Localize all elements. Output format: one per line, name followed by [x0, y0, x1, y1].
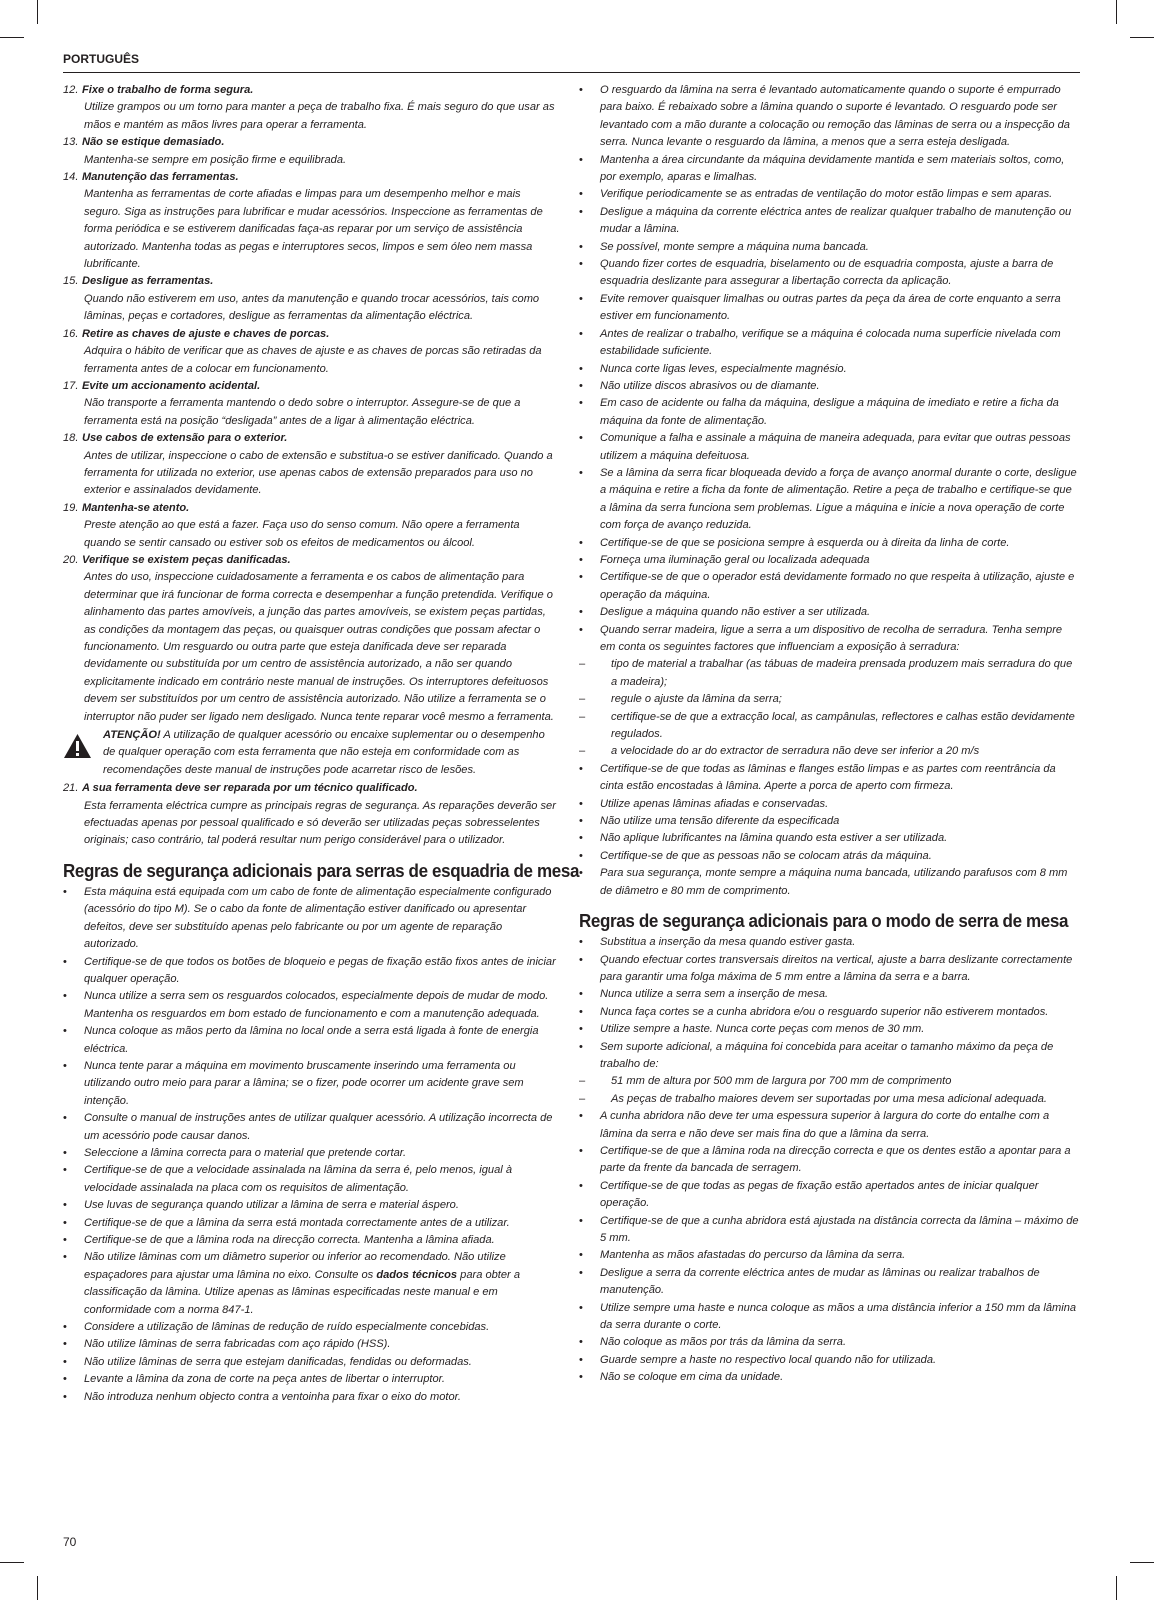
warning-block	[63, 727, 559, 779]
list-item: • Certifique-se de que as pessoas não se colocam atrás da máquina.	[579, 848, 1080, 865]
item-title: A sua ferramenta deve ser reparada por um técnico qualificado.	[82, 782, 418, 795]
list-item: • Não coloque as mãos por trás da lâmina da serra.	[579, 1334, 1080, 1351]
list-item: • Levante a lâmina da zona de corte na peça antes de libertar o interruptor.	[63, 1371, 559, 1388]
list-item: – 51 mm de altura por 500 mm de largura por 700 mm de comprimento	[579, 1073, 1080, 1090]
tech-data-ref: dados técnicos	[376, 1268, 458, 1281]
crop-mark	[37, 0, 38, 24]
list-item: • Certifique-se de que a lâmina roda na direcção correcta. Mantenha a lâmina afiada.	[63, 1232, 559, 1249]
mitre-bullet-list	[63, 884, 559, 1250]
crop-mark	[37, 1576, 38, 1600]
page-header-language: PORTUGUÊS	[63, 52, 140, 66]
list-item: • Desligue a máquina da corrente eléctrica antes de realizar qualquer trabalho de manutenção ou mudar a lâmina.	[579, 204, 1080, 239]
list-item: • Desligue a máquina quando não estiver a ser utilizada.	[579, 604, 1080, 621]
list-item: • Quando serrar madeira, ligue a serra a um dispositivo de recolha de serradura. Tenha sempre em conta os seguintes factores que influenciam a exposição à serradura:	[579, 622, 1080, 657]
item-title: Retire as chaves de ajuste e chaves de porcas.	[82, 327, 330, 340]
list-item: • Mantenha a área circundante da máquina devidamente mantida e sem materiais soltos, como, por exemplo, aparas e limalhas.	[579, 152, 1080, 187]
item-title: Desligue as ferramentas.	[82, 275, 214, 288]
list-item: • Use luvas de segurança quando utilizar a lâmina de serra e material áspero.	[63, 1197, 559, 1214]
list-item: • Seleccione a lâmina correcta para o material que pretende cortar.	[63, 1145, 559, 1162]
list-item: • Certifique-se de que todas as lâminas e flanges estão limpas e as partes com reentrância da cinta estão encostadas à lâmina. Aperte a porca de aperto com firmeza.	[579, 761, 1080, 796]
list-item: • Nunca utilize a serra sem a inserção de mesa.	[579, 986, 1080, 1003]
item-title: Fixe o trabalho de forma segura.	[82, 84, 254, 96]
list-item: • Utilize sempre uma haste e nunca coloque as mãos a uma distância inferior a 150 mm da lâmina da serra durante o corte.	[579, 1300, 1080, 1335]
item-body: Antes do uso, inspeccione cuidadosamente a ferramenta e os cabos de alimentação para determinar que irá funcionar de forma correcta e desempenhar a função pretendida. Verifique o alinhamento das partes amovíveis, a junção das partes amovíveis, se existem peças partidas, as condições da montagem das peças, ou quaisquer outras condições que possam afectar o funcionamento. Um resguardo ou outra parte que esteja danificada deve ser reparada devidamente ou substituída por um centro de assistência autorizado, a não ser quando explicitamente indicado em contrário neste manual de instruções. Os interruptores defeituosos devem ser substituídos por um centro de assistência autorizado. Não utilize a ferramenta se o interruptor não puder ser ligado nem desligado. Nunca tente reparar você mesmo a ferramenta.	[84, 571, 554, 723]
list-item: • Certifique-se de que se posiciona sempre à esquerda ou à direita da linha de corte.	[579, 535, 1080, 552]
numbered-item	[63, 500, 559, 552]
list-item: • Em caso de acidente ou falha da máquina, desligue a máquina de imediato e retire a ficha da máquina da fonte de alimentação.	[579, 395, 1080, 430]
list-item: • Se a lâmina da serra ficar bloqueada devido a força de avanço anormal durante o corte, desligue a máquina e retire a ficha da fonte de alimentação. Retire a peça de trabalho e certifique-se que a lâmina da serra funciona sem problemas. Ligue a máquina e inicie a nova operação de corte com força de avanço reduzida.	[579, 465, 1080, 535]
list-item: • Esta máquina está equipada com um cabo de fonte de alimentação especialmente configurado (acessório do tipo M). Se o cabo da fonte de alimentação estiver danificado ou apresentar defeitos, deve ser substituído apenas pelo fabricante ou por um agente de reparação autorizado.	[63, 884, 559, 954]
mitre-bullet-list-after	[63, 1319, 559, 1406]
list-item: • Quando efectuar cortes transversais direitos na vertical, ajuste a barra deslizante correctamente para garantir uma folga máxima de 5 mm entre a lâmina da serra e a barra.	[579, 952, 1080, 987]
list-item: • Certifique-se de que todas as pegas de fixação estão apertados antes de iniciar qualquer operação.	[579, 1178, 1080, 1213]
item-body: Não transporte a ferramenta mantendo o dedo sobre o interruptor. Assegure-se de que a ferramenta está na posição “desligada” antes de a ligar à alimentação eléctrica.	[84, 397, 521, 427]
item-title: Não se estique demasiado.	[82, 136, 225, 149]
right-bullet-list-b	[579, 761, 1080, 900]
list-item: • Guarde sempre a haste no respectivo local quando não for utilizada.	[579, 1352, 1080, 1369]
item-number: 20.	[63, 553, 79, 566]
crop-mark	[1116, 1576, 1117, 1600]
list-item: • Não utilize lâminas com um diâmetro superior ou inferior ao recomendado. Não utilize espaçadores para ajustar uma lâmina no eixo. Consulte os dados técnicos para obter a classificação da lâmina. Utilize apenas as lâminas especificadas neste manual e em conformidade com a norma 847-1.	[63, 1249, 559, 1319]
item-number: 19.	[63, 501, 79, 514]
item-number: 15.	[63, 275, 79, 288]
list-item: • A cunha abridora não deve ter uma espessura superior à largura do corte do entalhe com a lâmina da serra e não deve ser mais fina do que a lâmina da serra.	[579, 1108, 1080, 1143]
item-body: Quando não estiverem em uso, antes da manutenção e quando trocar acessórios, tais como lâminas, peças e cortadores, desligue as ferramentas da alimentação eléctrica.	[84, 292, 540, 323]
numbered-item	[63, 273, 559, 325]
item-title: Mantenha-se atento.	[82, 501, 190, 514]
item-body: Adquira o hábito de verificar que as chaves de ajuste e as chaves de porcas são retiradas da ferramenta antes de a colocar em funcionamento.	[84, 345, 542, 375]
list-item: • Forneça uma iluminação geral ou localizada adequada	[579, 552, 1080, 569]
numbered-item	[63, 552, 559, 726]
warning-label: ATENÇÃO!	[103, 729, 161, 742]
dust-dash-list	[579, 656, 1080, 760]
warning-triangle-icon	[63, 727, 103, 779]
list-item: • Antes de realizar o trabalho, verifique se a máquina é colocada numa superfície nivelada com estabilidade suficiente.	[579, 326, 1080, 361]
numbered-item	[63, 430, 559, 500]
list-item: – certifique-se de que a extracção local, as campânulas, reflectores e calhas estão devidamente regulados.	[579, 709, 1080, 744]
list-item: • Nunca coloque as mãos perto da lâmina no local onde a serra está ligada à fonte de energia eléctrica.	[63, 1023, 559, 1058]
list-item: • Nunca faça cortes se a cunha abridora e/ou o resguardo superior não estiverem montados.	[579, 1004, 1080, 1021]
list-item: – a velocidade do ar do extractor de serradura não deve ser inferior a 20 m/s	[579, 743, 1080, 760]
item-body: Preste atenção ao que está a fazer. Faça uso do senso comum. Não opere a ferramenta quando se sentir cansado ou estiver sob os efeitos de medicamentos ou álcool.	[84, 519, 520, 549]
list-item: • Não utilize lâminas de serra fabricadas com aço rápido (HSS).	[63, 1336, 559, 1353]
item-number: 13.	[63, 136, 79, 149]
item-body: Mantenha-se sempre em posição firme e equilibrada.	[84, 153, 347, 166]
item-number: 16.	[63, 327, 79, 340]
crop-mark	[0, 37, 24, 38]
list-item: • Não introduza nenhum objecto contra a ventoinha para fixar o eixo do motor.	[63, 1389, 559, 1406]
header-rule	[63, 72, 1080, 73]
list-item: – regule o ajuste da lâmina da serra;	[579, 691, 1080, 708]
crop-mark	[1130, 37, 1154, 38]
numbered-items	[63, 82, 559, 726]
numbered-item	[63, 134, 559, 169]
list-item: • Não utilize uma tensão diferente da especificada	[579, 813, 1080, 830]
list-item: • Nunca corte ligas leves, especialmente magnésio.	[579, 361, 1080, 378]
list-item: • Considere a utilização de lâminas de redução de ruído especialmente concebidas.	[63, 1319, 559, 1336]
list-item: • Certifique-se de que a velocidade assinalada na lâmina da serra é, pelo menos, igual à velocidade assinalada na placa com os requisitos de alimentação.	[63, 1162, 559, 1197]
list-item: • Sem suporte adicional, a máquina foi concebida para aceitar o tamanho máximo da peça de trabalho de:	[579, 1039, 1080, 1074]
item-title: Evite um accionamento acidental.	[82, 379, 261, 392]
list-item: • Certifique-se de que todos os botões de bloqueio e pegas de fixação estão fixos antes de iniciar qualquer operação.	[63, 954, 559, 989]
item-number: 17.	[63, 379, 79, 392]
list-item: • Certifique-se de que a lâmina roda na direcção correcta e que os dentes estão a apontar para a parte da frente da bancada de serragem.	[579, 1143, 1080, 1178]
list-item: • O resguardo da lâmina na serra é levantado automaticamente quando o suporte é empurrado para baixo. É rebaixado sobre a lâmina quando o suporte é levantado. O resguardo pode ser levantado com a mão durante a colocação ou remoção das lâminas de serra ou a inspecção da serra. Nunca levante o resguardo da lâmina, a menos que a serra esteja desligada.	[579, 82, 1080, 152]
item-number: 21.	[63, 782, 79, 795]
list-item: • Substitua a inserção da mesa quando estiver gasta.	[579, 934, 1080, 951]
list-item: • Certifique-se de que o operador está devidamente formado no que respeita à utilização, ajuste e operação da máquina.	[579, 569, 1080, 604]
section-heading-table: Regras de segurança adicionais para o modo de serra de mesa	[579, 910, 1069, 932]
left-column	[63, 82, 580, 1406]
list-item: • Se possível, monte sempre a máquina numa bancada.	[579, 239, 1080, 256]
warning-text: A utilização de qualquer acessório ou encaixe suplementar ou o desempenho de qualquer operação com esta ferramenta que não esteja em conformidade com as recomendações deste manual de instruções pode acarretar risco de lesões.	[103, 729, 545, 776]
list-item: • Para sua segurança, monte sempre a máquina numa bancada, utilizando parafusos com 8 mm de diâmetro e 80 mm de comprimento.	[579, 865, 1080, 900]
list-item: • Consulte o manual de instruções antes de utilizar qualquer acessório. A utilização incorrecta de um acessório pode causar danos.	[63, 1110, 559, 1145]
list-item: • Não utilize discos abrasivos ou de diamante.	[579, 378, 1080, 395]
right-column	[579, 82, 1080, 1387]
crop-mark	[0, 1562, 24, 1563]
list-item: • Comunique a falha e assinale a máquina de maneira adequada, para evitar que outras pessoas utilizem a máquina defeituosa.	[579, 430, 1080, 465]
list-item: • Quando fizer cortes de esquadria, biselamento ou de esquadria composta, ajuste a barra de esquadria deslizante para assegurar a libertação correcta da aplicação.	[579, 256, 1080, 291]
list-item: • Verifique periodicamente se as entradas de ventilação do motor estão limpas e sem aparas.	[579, 186, 1080, 203]
table-bullet-list-a	[579, 934, 1080, 1073]
list-item: • Mantenha as mãos afastadas do percurso da lâmina da serra.	[579, 1247, 1080, 1264]
item-title: Manutenção das ferramentas.	[82, 171, 239, 184]
item-body: Antes de utilizar, inspeccione o cabo de extensão e substitua-o se estiver danificado. Quando a ferramenta for utilizada no exterior, use apenas cabos de extensão preparados para uso no exterior e assinalados devidamente.	[84, 449, 553, 497]
item-number: 12.	[63, 84, 79, 96]
item-body: Esta ferramenta eléctrica cumpre as principais regras de segurança. As reparações deverão ser efectuadas apenas por pessoal qualificado e só deverão ser utilizadas peças sobresselentes originais; caso contrário, tal poderá resultar num perigo considerável para o utilizador.	[84, 799, 556, 847]
list-item: • Nunca tente parar a máquina em movimento bruscamente inserindo uma ferramenta ou utilizando outro meio para parar a lâmina; se o fizer, pode ocorrer um acidente grave sem intenção.	[63, 1058, 559, 1110]
item-body: Utilize grampos ou um torno para manter a peça de trabalho fixa. É mais seguro do que usar as mãos e mantém as mãos livres para operar a ferramenta.	[84, 101, 555, 131]
right-bullet-list-a	[579, 82, 1080, 656]
numbered-item	[63, 169, 559, 273]
item-number: 18.	[63, 432, 79, 445]
list-item: • Utilize apenas lâminas afiadas e conservadas.	[579, 796, 1080, 813]
list-item: – tipo de material a trabalhar (as tábuas de madeira prensada produzem mais serradura do que a madeira);	[579, 656, 1080, 691]
table-dash-list	[579, 1073, 1080, 1108]
item-title: Use cabos de extensão para o exterior.	[82, 432, 288, 445]
item-title: Verifique se existem peças danificadas.	[82, 553, 291, 566]
list-item: – As peças de trabalho maiores devem ser suportadas por uma mesa adicional adequada.	[579, 1091, 1080, 1108]
list-item: • Utilize sempre a haste. Nunca corte peças com menos de 30 mm.	[579, 1021, 1080, 1038]
list-item: • Evite remover quaisquer limalhas ou outras partes da peça da área de corte enquanto a serra estiver em funcionamento.	[579, 291, 1080, 326]
list-item: • Não utilize lâminas de serra que estejam danificadas, fendidas ou deformadas.	[63, 1354, 559, 1371]
numbered-item-21	[63, 780, 559, 850]
section-heading-mitre: Regras de segurança adicionais para serras de esquadria de mesa	[63, 859, 580, 881]
table-bullet-list-b	[579, 1108, 1080, 1387]
list-item: • Certifique-se de que a cunha abridora está ajustada na distância correcta da lâmina – máximo de 5 mm.	[579, 1213, 1080, 1248]
list-item: • Certifique-se de que a lâmina da serra está montada correctamente antes de a utilizar.	[63, 1215, 559, 1232]
list-item: • Desligue a serra da corrente eléctrica antes de mudar as lâminas ou realizar trabalhos de manutenção.	[579, 1265, 1080, 1300]
numbered-item	[63, 326, 559, 378]
list-item: • Nunca utilize a serra sem os resguardos colocados, especialmente depois de mudar de modo. Mantenha os resguardos em bom estado de funcionamento e com a manutenção adequada.	[63, 988, 559, 1023]
mitre-bullet-list-tech	[63, 1249, 559, 1319]
numbered-item	[63, 82, 559, 134]
page-number: 70	[63, 1535, 77, 1549]
item-number: 14.	[63, 171, 79, 184]
numbered-item	[63, 378, 559, 430]
item-body: Mantenha as ferramentas de corte afiadas e limpas para um desempenho melhor e mais seguro. Siga as instruções para lubrificar e mudar acessórios. Inspeccione as ferramentas de forma periódica e se estiverem danificadas faça-as reparar por um serviço de assistência autorizado. Mantenha todas as pegas e interruptores secos, limpos e sem óleo nem massa lubrificante.	[84, 188, 543, 271]
crop-mark	[1130, 1562, 1154, 1563]
list-item: • Não aplique lubrificantes na lâmina quando esta estiver a ser utilizada.	[579, 830, 1080, 847]
crop-mark	[1116, 0, 1117, 24]
list-item: • Não se coloque em cima da unidade.	[579, 1369, 1080, 1386]
